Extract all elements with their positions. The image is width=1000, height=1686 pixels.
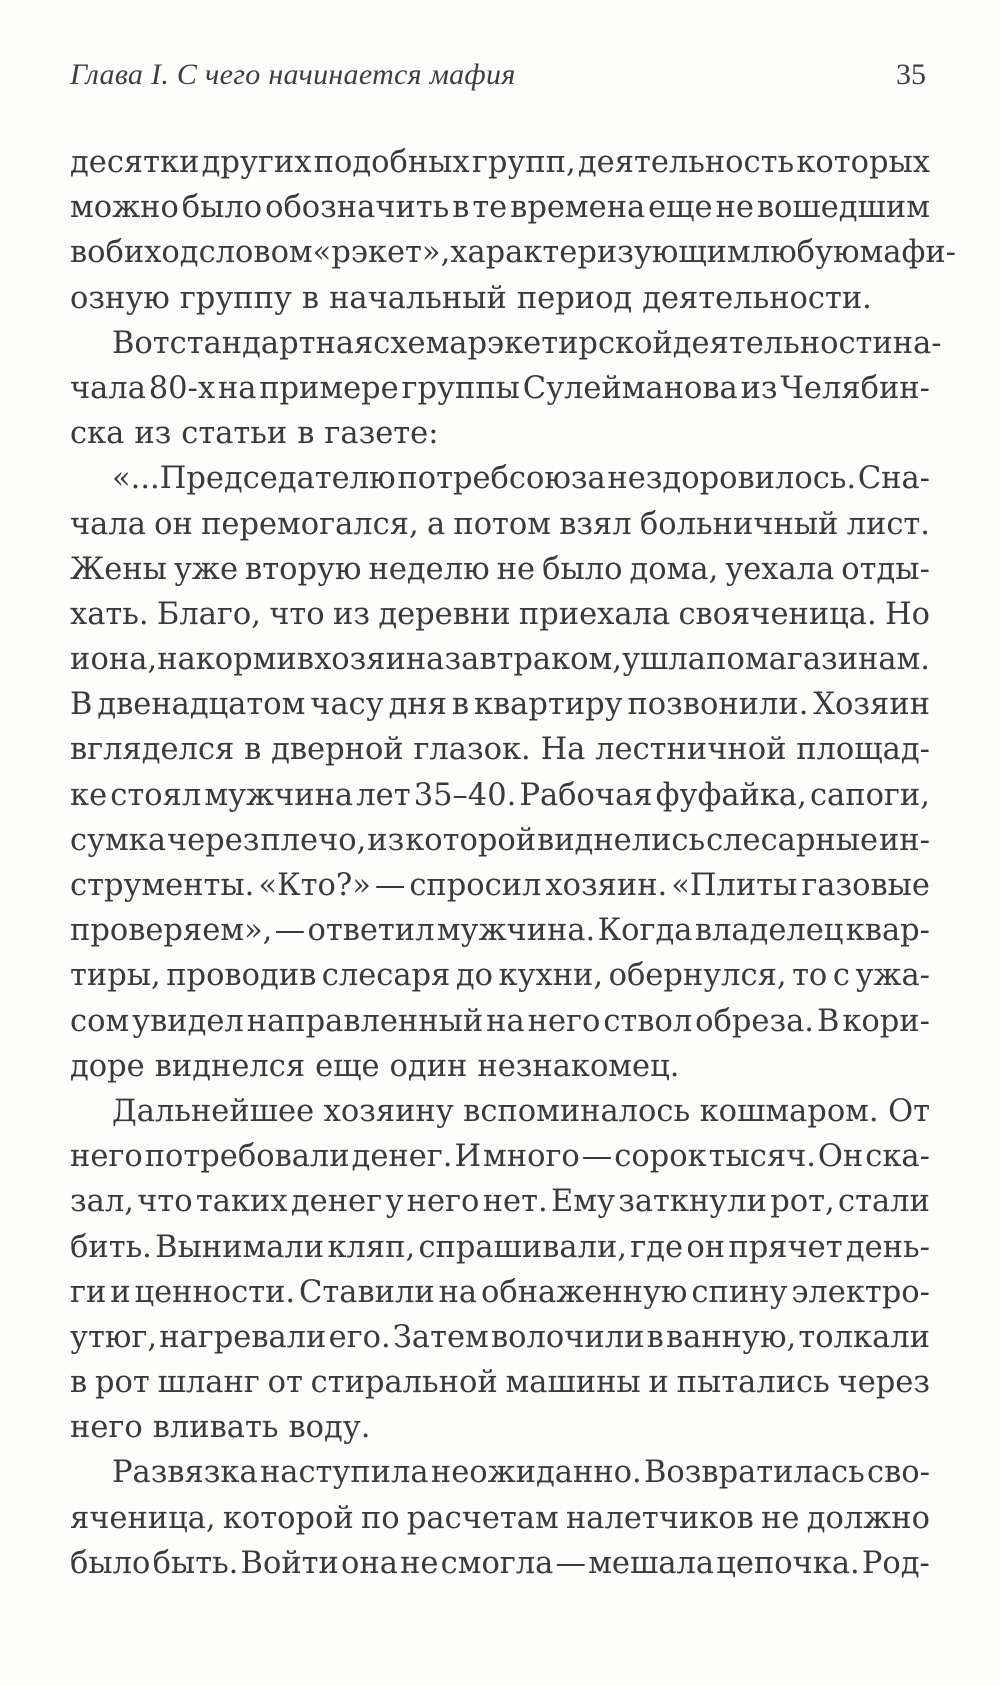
text-line: «...Председателю потребсоюза нездоровилось. Сна- (112, 461, 930, 497)
text-line: озную группу в начальный период деятельности. (70, 280, 872, 316)
running-head (70, 58, 930, 98)
text-line: Вот стандартная схема рэкетирской деятельности на- (112, 325, 942, 361)
text-line: тиры, проводив слесаря до кухни, обернулся, то с ужа- (70, 958, 930, 994)
text-line: проверяем», — ответил мужчина. Когда владелец квар- (70, 913, 930, 949)
text-line: утюг, нагревали его. Затем волочили в ванную, толкали (70, 1319, 930, 1355)
text-line: было быть. Войти она не смогла — мешала цепочка. Род- (70, 1545, 930, 1581)
text-line: в рот шланг от стиральной машины и пытались через (70, 1365, 930, 1401)
text-line: Жены уже вторую неделю не было дома, уехала отды- (70, 551, 930, 587)
text-line: сом увидел направленный на него ствол обреза. В кори- (70, 1003, 930, 1039)
text-line: В двенадцатом часу дня в квартиру позвонили. Хозяин (70, 687, 930, 723)
body-text (70, 140, 956, 1586)
text-line: струменты. «Кто?» — спросил хозяин. «Плиты газовые (70, 868, 930, 903)
text-line: чала 80-х на примере группы Сулейманова из Челябин- (70, 370, 930, 406)
text-line: вгляделся в дверной глазок. На лестничной площад- (70, 732, 930, 768)
text-line: ги и ценности. Ставили на обнаженную спину электро- (70, 1274, 930, 1310)
text-line: зал, что таких денег у него нет. Ему заткнули рот, стали (70, 1184, 930, 1220)
text-line: ска из статьи в газете: (70, 416, 439, 452)
chapter-title: Глава I. С чего начинается мафия (70, 58, 516, 91)
text-line: десятки других подобных групп, деятельность которых (70, 145, 930, 180)
text-line: Дальнейшее хозяину вспоминалось кошмаром. От (112, 1093, 930, 1129)
text-line: него потребовали денег. И много — сорок тысяч. Он ска- (70, 1139, 930, 1175)
text-line: сумка через плечо, из которой виднелись слесарные ин- (70, 822, 930, 858)
text-line: Развязка наступила неожиданно. Возвратилась сво- (112, 1455, 930, 1491)
page-number: 35 (896, 58, 926, 91)
text-line: него вливать воду. (70, 1410, 371, 1446)
text-line: хать. Благо, что из деревни приехала свояченица. Но (70, 596, 930, 632)
text-line: можно было обозначить в те времена еще не вошедшим (70, 190, 930, 226)
text-line: бить. Вынимали кляп, спрашивали, где он прячет день- (70, 1229, 930, 1265)
text-line: в обиход словом «рэкет», характеризующим любую мафи- (70, 235, 956, 271)
text-line: яченица, которой по расчетам налетчиков не должно (70, 1500, 930, 1536)
text-line: чала он перемогался, а потом взял больничный лист. (70, 506, 930, 542)
text-line: доре виднелся еще один незнакомец. (70, 1048, 680, 1084)
text-line: и она, накормив хозяина завтраком, ушла по магазинам. (70, 642, 930, 678)
text-line: ке стоял мужчина лет 35–40. Рабочая фуфайка, сапоги, (70, 777, 930, 813)
